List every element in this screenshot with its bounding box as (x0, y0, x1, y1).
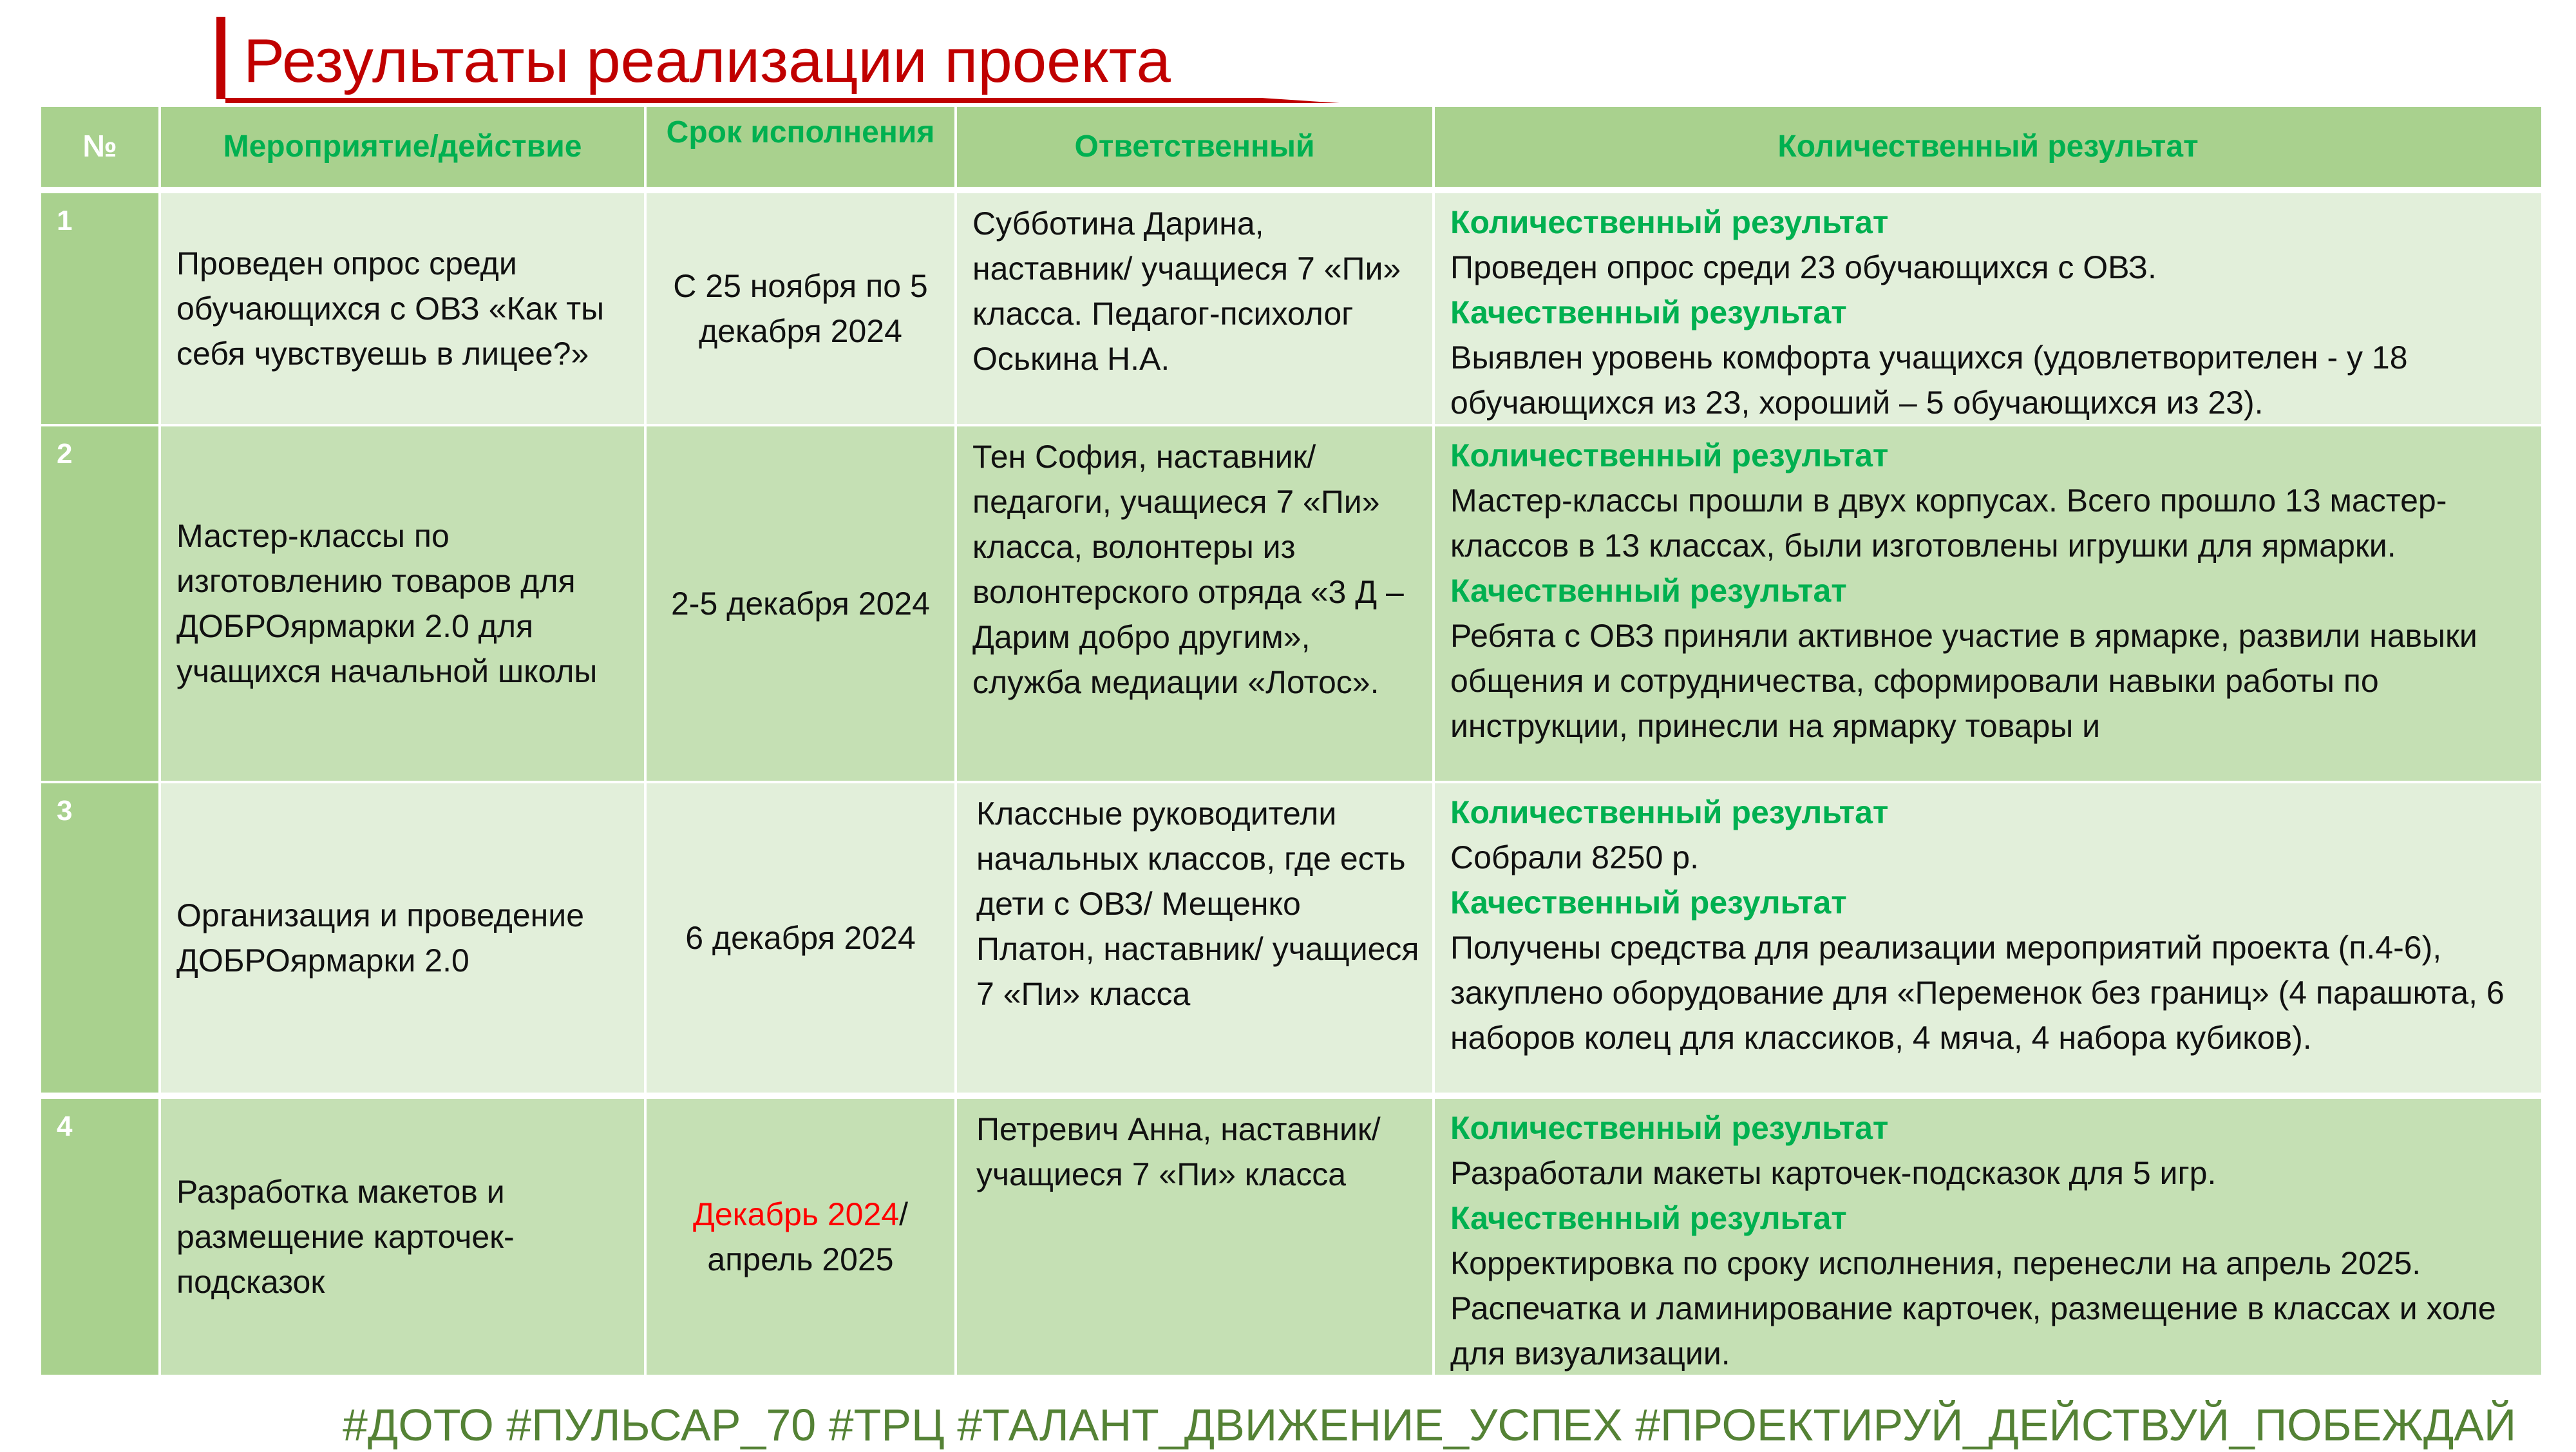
qualitative-label: Качественный результат (1450, 573, 1847, 609)
row-number: 2 (41, 426, 158, 781)
responsible-cell: Тен София, наставник/педагоги, учащиеся 7 «Пи» класса, волонтеры из волонтерского отряда «3 Д –Дарим добро другим», служба медиации «Лотос». (957, 426, 1432, 781)
activity-cell (161, 426, 644, 781)
qualitative-label: Качественный результат (1450, 884, 1847, 921)
deadline-highlight: Декабрь 2024 (693, 1196, 900, 1232)
slide-title (216, 17, 1350, 107)
header-num: № (41, 107, 158, 187)
header-result: Количественный результат (1435, 107, 2541, 187)
quantitative-label: Количественный результат (1450, 204, 1889, 240)
responsible-cell: Субботина Дарина, наставник/ учащиеся 7 «Пи» класса. Педагог-психолог Оськина Н.А. (957, 193, 1432, 424)
activity-text: Разработка макетов и размещение карточек-подсказок (176, 1174, 515, 1300)
qualitative-text: Ребята с ОВЗ приняли активное участие в ярмарке, развили навыки общения и сотрудничества, сформировали навыки работы по инструкции, принесли на ярмарку товары и (1450, 618, 2477, 744)
table-row (41, 426, 2541, 781)
row-number: 3 (41, 783, 158, 1093)
activity-text: Организация и проведение ДОБРОярмарки 2.0 (176, 897, 585, 979)
qualitative-label: Качественный результат (1450, 1200, 1847, 1236)
header-activity: Мероприятие/действие (161, 107, 644, 187)
activity-text: Проведен опрос среди обучающихся с ОВЗ «Как ты себя чувствуешь в лицее?» (176, 245, 605, 372)
deadline-rest: /апрель 2025 (707, 1196, 908, 1277)
quantitative-text: Мастер-классы прошли в двух корпусах. Всего прошло 13 мастер-классов в 13 классах, были изготовлены игрушки для ярмарки. (1450, 482, 2447, 564)
quantitative-label: Количественный результат (1450, 794, 1889, 830)
activity-cell (161, 193, 644, 424)
deadline-text: С 25 ноября по 5 декабря 2024 (673, 268, 928, 349)
table-row (41, 1099, 2541, 1375)
quantitative-label: Количественный результат (1450, 437, 1889, 473)
title-underline (225, 98, 1340, 103)
result-cell (1435, 426, 2541, 781)
header-deadline: Срок исполнения (647, 107, 954, 187)
title-accent-bar (216, 17, 225, 99)
deadline-text: 2-5 декабря 2024 (670, 586, 930, 622)
result-cell (1435, 193, 2541, 424)
activity-cell (161, 783, 644, 1093)
deadline-cell (647, 1099, 954, 1375)
result-cell (1435, 1099, 2541, 1375)
row-number: 1 (41, 193, 158, 424)
deadline-cell (647, 783, 954, 1093)
activity-cell (161, 1099, 644, 1375)
page-title: Результаты реализации проекта (243, 26, 1171, 95)
qualitative-text: Выявлен уровень комфорта учащихся (удовлетворителен - у 18 обучающихся из 23, хороший – 5 обучающихся из 23). (1450, 339, 2408, 421)
deadline-text (653, 1192, 948, 1282)
deadline-cell (647, 193, 954, 424)
hashtags-footer: #ДОТО #ПУЛЬСАР_70 #ТРЦ #ТАЛАНТ_ДВИЖЕНИЕ_УСПЕХ #ПРОЕКТИРУЙ_ДЕЙСТВУЙ_ПОБЕЖДАЙ (343, 1400, 2517, 1450)
quantitative-text: Разработали макеты карточек-подсказок для 5 игр. (1450, 1155, 2217, 1191)
responsible-cell: Петревич Анна, наставник/учащиеся 7 «Пи» класса (957, 1099, 1432, 1375)
result-cell (1435, 783, 2541, 1093)
qualitative-text: Корректировка по сроку исполнения, перенесли на апрель 2025. Распечатка и ламинирование карточек, размещение в классах и холе для визуализации. (1450, 1245, 2496, 1371)
qualitative-label: Качественный результат (1450, 294, 1847, 330)
deadline-text: 6 декабря 2024 (685, 920, 916, 956)
quantitative-text: Проведен опрос среди 23 обучающихся с ОВЗ. (1450, 249, 2157, 285)
table-header (41, 107, 2541, 187)
deadline-cell (647, 426, 954, 781)
qualitative-text: Получены средства для реализации мероприятий проекта (п.4-6), закуплено оборудование для «Переменок без границ» (4 парашюта, 6 наборов колец для классиков, 4 мяча, 4 набора кубиков). (1450, 930, 2505, 1056)
quantitative-label: Количественный результат (1450, 1110, 1889, 1146)
table-row (41, 193, 2541, 424)
activity-text: Мастер-классы по изготовлению товаров для ДОБРОярмарки 2.0 для учащихся начальной школы (176, 518, 598, 689)
row-number: 4 (41, 1099, 158, 1375)
quantitative-text: Собрали 8250 р. (1450, 839, 1699, 875)
responsible-cell: Классные руководители начальных классов, где есть дети с ОВЗ/ Мещенко Платон, наставник/ учащиеся 7 «Пи» класса (957, 783, 1432, 1093)
header-responsible: Ответственный (957, 107, 1432, 187)
table-row (41, 783, 2541, 1093)
